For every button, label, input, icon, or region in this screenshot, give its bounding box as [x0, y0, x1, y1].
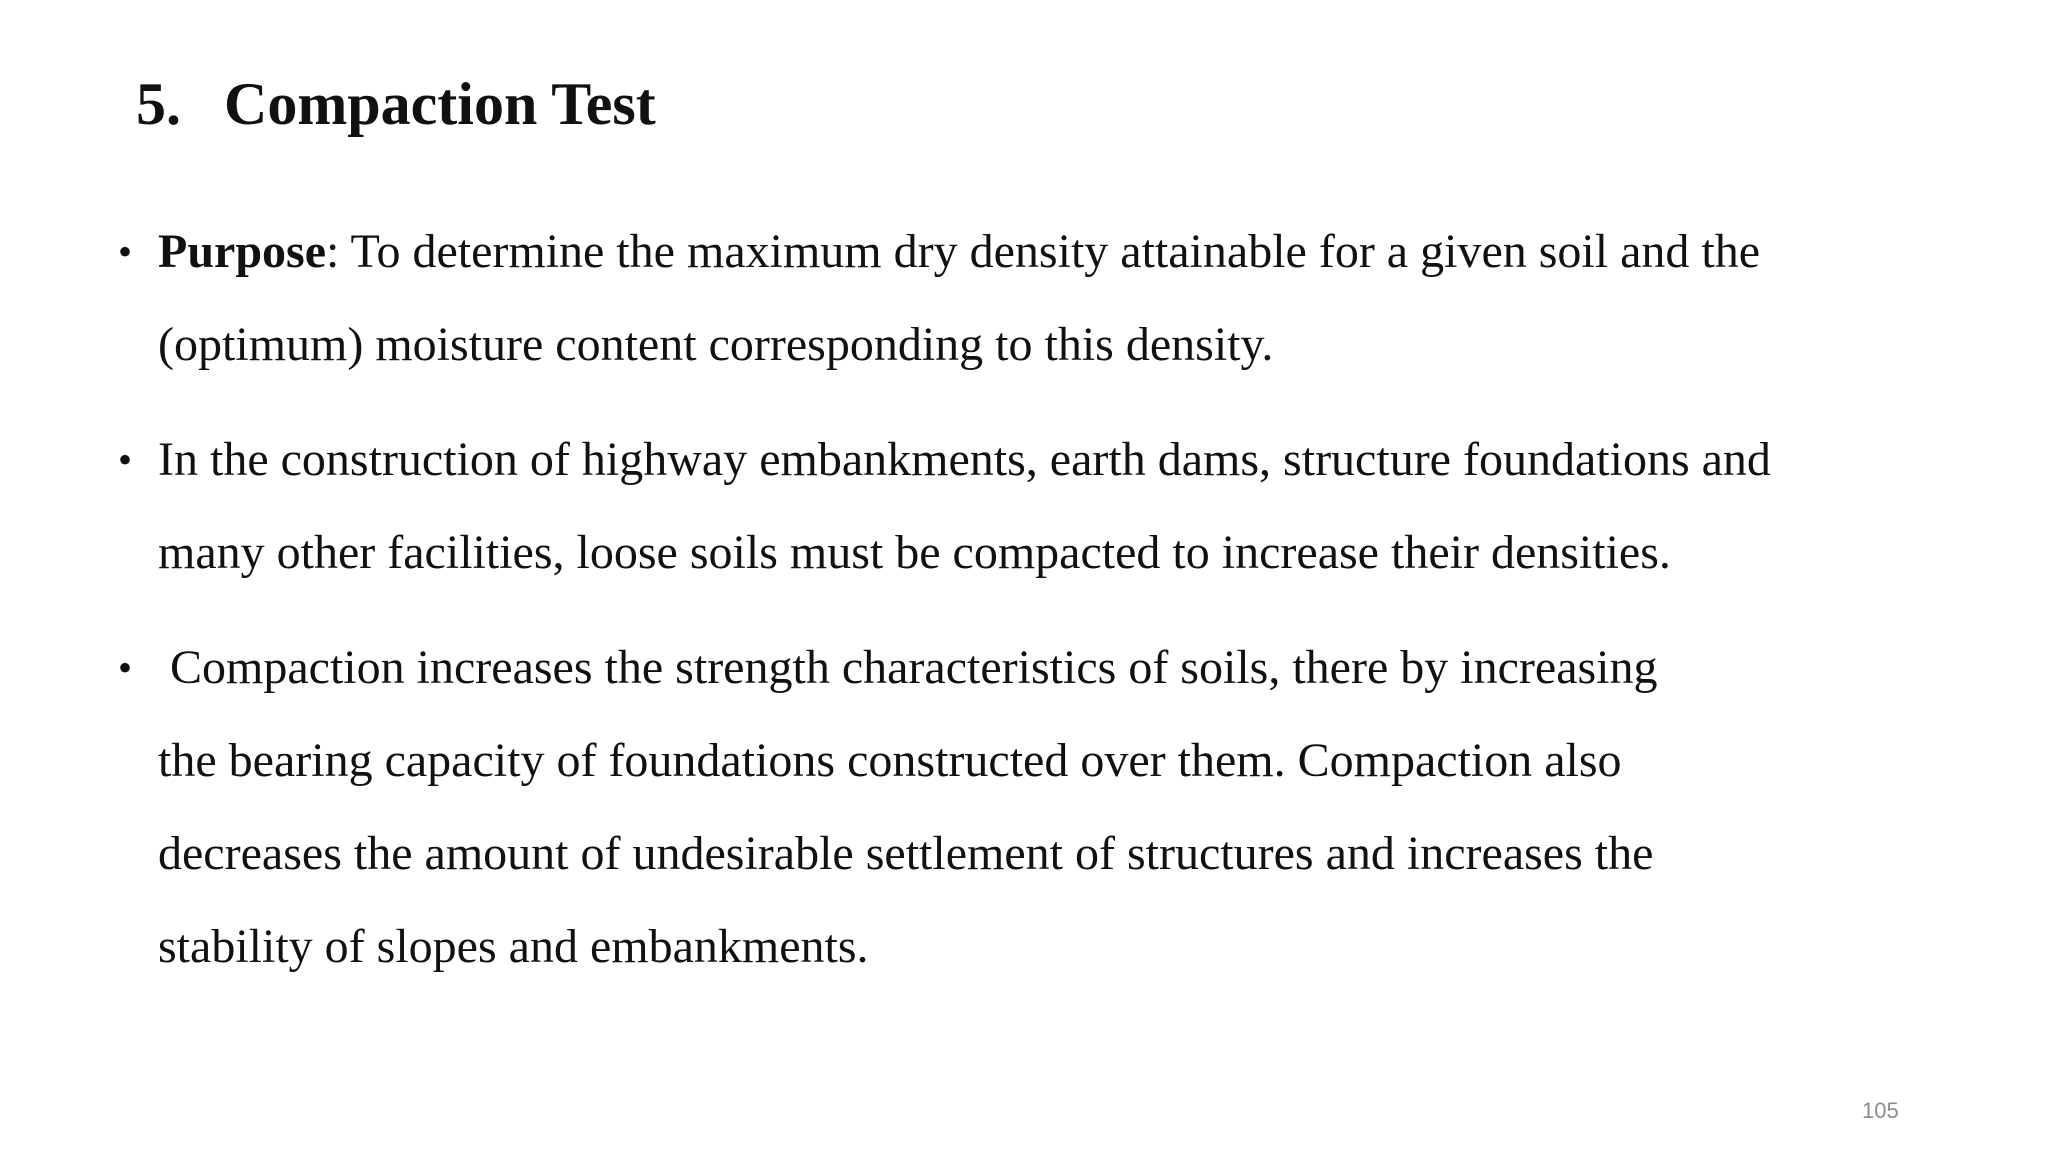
bullet-icon: •: [118, 437, 133, 482]
bullet-construction: [118, 413, 1978, 599]
purpose-text: : To determine the maximum dry density attainable for a given soil and the: [326, 225, 1761, 278]
title-number: 5.: [136, 71, 181, 137]
bullet-line: stability of slopes and embankments.: [158, 920, 869, 973]
slide-title: [136, 68, 656, 140]
bullet-list: [118, 205, 1978, 1015]
bullet-line: (optimum) moisture content corresponding to this density.: [158, 318, 1274, 371]
bullet-line: Compaction increases the strength characteristics of soils, there by increasing: [170, 641, 1658, 694]
bullet-line: many other facilities, loose soils must be compacted to increase their densities.: [158, 526, 1671, 579]
bullet-compaction-benefits: [118, 621, 1978, 993]
bullet-icon: •: [118, 645, 133, 690]
bullet-line: decreases the amount of undesirable settlement of structures and increases the: [158, 827, 1654, 880]
bullet-line: In the construction of highway embankments, earth dams, structure foundations and: [158, 433, 1771, 486]
purpose-label: Purpose: [158, 225, 326, 278]
page-number: 105: [1862, 1098, 1899, 1123]
bullet-line: [158, 205, 1978, 298]
title-text: Compaction Test: [224, 71, 656, 137]
bullet-purpose: [118, 205, 1978, 391]
bullet-line: the bearing capacity of foundations constructed over them. Compaction also: [158, 734, 1622, 787]
bullet-icon: •: [118, 229, 133, 274]
